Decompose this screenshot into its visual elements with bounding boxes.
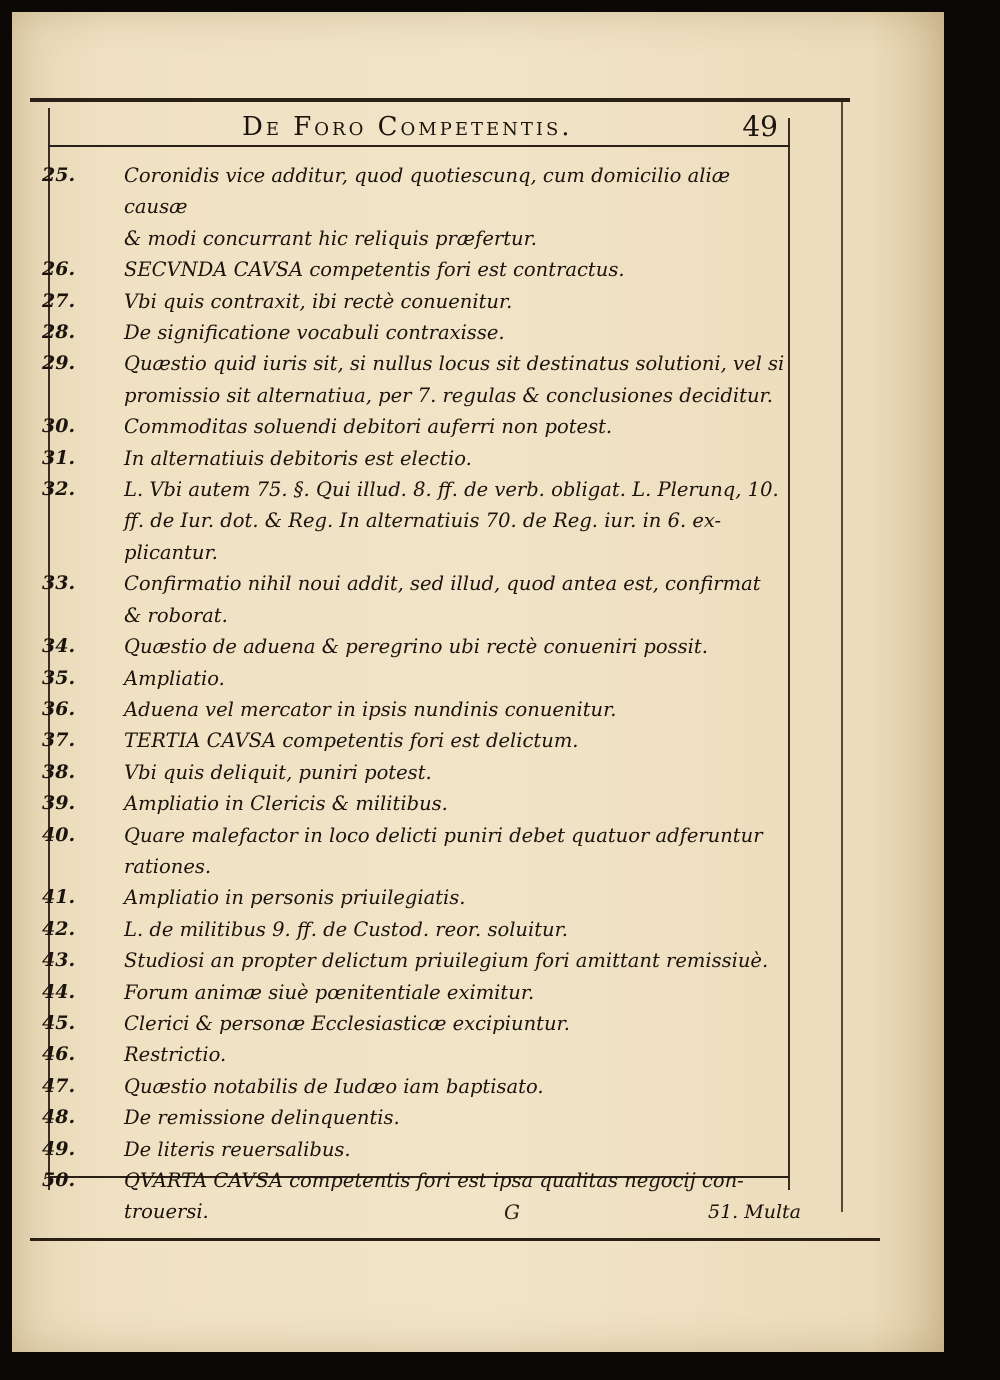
entry-text: [124, 160, 792, 254]
entry-number: 38.: [42, 760, 76, 783]
entry-line: trouersi.: [124, 1200, 209, 1224]
signature-mark: G: [504, 1200, 520, 1224]
entry-number: 31.: [42, 446, 76, 469]
list-item: [40, 882, 792, 913]
entry-number: 34.: [42, 635, 76, 658]
list-item: [40, 725, 792, 756]
entry-line: Ampliatio in personis priuilegiatis.: [124, 886, 466, 910]
margin-line: [841, 102, 843, 1212]
entry-text: [124, 757, 792, 788]
list-item: [40, 1102, 792, 1133]
list-item: [40, 160, 792, 254]
list-item: [40, 1039, 792, 1070]
entry-line: QVARTA CAVSA competentis fori est ipsa qualitas negocij con-: [124, 1169, 744, 1192]
entry-text: [124, 286, 792, 317]
list-item: [40, 1134, 792, 1165]
entry-line: & modi concurrant hic reliquis præfertur.: [124, 226, 537, 250]
running-title: De Foro Competentis.: [242, 112, 573, 142]
bottom-border-rule: [30, 1238, 880, 1241]
entry-number: 41.: [42, 886, 76, 909]
entry-number: 29.: [42, 352, 76, 375]
entry-text: [124, 663, 792, 694]
top-border-rule: [30, 98, 850, 102]
entry-line: Quæstio notabilis de Iudæo iam baptisato.: [124, 1074, 544, 1098]
entry-text: [124, 788, 792, 819]
entry-number: 50.: [42, 1169, 76, 1191]
entry-line: Quæstio de aduena & peregrino ubi rectè conueniri possit.: [124, 635, 708, 659]
entry-number: 37.: [42, 729, 76, 752]
entry-text: [124, 254, 792, 285]
page-header: [52, 108, 786, 144]
entry-text: [124, 474, 792, 568]
list-item: [40, 568, 792, 631]
entry-number: 40.: [42, 823, 76, 846]
entry-line: Vbi quis contraxit, ibi rectè conuenitur.: [124, 289, 513, 313]
entry-text: [124, 1165, 792, 1228]
summary-list: [40, 160, 792, 1228]
entry-line: Coronidis vice additur, quod quotiescunq, cum domicilio aliæ causæ: [124, 164, 731, 219]
page-number: 49: [742, 110, 778, 143]
entry-line: plicantur.: [124, 540, 218, 564]
entry-text: [124, 725, 792, 756]
entry-line: In alternatiuis debitoris est electio.: [124, 446, 472, 470]
entry-text: [124, 348, 792, 411]
entry-number: 26.: [42, 258, 76, 281]
list-item: [40, 694, 792, 725]
entry-line: Aduena vel mercator in ipsis nundinis conuenitur.: [124, 697, 617, 721]
entry-number: 44.: [42, 980, 76, 1003]
entry-number: 48.: [42, 1106, 76, 1129]
list-item: [40, 443, 792, 474]
entry-line: TERTIA CAVSA competentis fori est delictum.: [124, 729, 579, 753]
entry-line: De literis reuersalibus.: [124, 1137, 351, 1161]
list-item: [40, 788, 792, 819]
entry-number: 30.: [42, 415, 76, 438]
entry-line: ff. de Iur. dot. & Reg. In alternatiuis 70. de Reg. iur. in 6. ex-: [124, 509, 722, 533]
entry-line: De significatione vocabuli contraxisse.: [124, 321, 505, 345]
entry-line: Ampliatio in Clericis & militibus.: [124, 792, 448, 816]
entry-line: Forum animæ siuè pœnitentiale eximitur.: [124, 980, 535, 1004]
entry-number: 28.: [42, 321, 76, 344]
entry-number: 45.: [42, 1011, 76, 1034]
entry-line: & roborat.: [124, 603, 228, 627]
entry-text: [124, 1134, 792, 1165]
entry-text: [124, 882, 792, 913]
entry-number: 33.: [42, 572, 76, 595]
entry-text: [124, 914, 792, 945]
entry-text: [124, 945, 792, 976]
list-item: [40, 411, 792, 442]
entry-number: 46.: [42, 1043, 76, 1066]
entry-number: 42.: [42, 917, 76, 940]
entry-line: promissio sit alternatiua, per 7. regulas & conclusiones deciditur.: [124, 383, 773, 407]
entry-number: 25.: [42, 164, 76, 186]
list-item: [40, 820, 792, 883]
entry-text: [124, 443, 792, 474]
entry-text: [124, 631, 792, 662]
list-item: [40, 1008, 792, 1039]
list-item: [40, 317, 792, 348]
list-item: [40, 977, 792, 1008]
entry-text: [124, 1071, 792, 1102]
entry-number: 27.: [42, 289, 76, 312]
entry-text: [124, 977, 792, 1008]
entry-line: Quæstio quid iuris sit, si nullus locus sit destinatus solutioni, vel si: [124, 352, 785, 376]
entry-line: Clerici & personæ Ecclesiasticæ excipiuntur.: [124, 1011, 570, 1035]
entry-line: L. Vbi autem 75. §. Qui illud. 8. ff. de verb. obligat. L. Plerunq, 10.: [124, 478, 779, 502]
entry-number: 32.: [42, 478, 76, 501]
entry-line: Studiosi an propter delictum priuilegium fori amittant remissiuè.: [124, 949, 769, 973]
catchword: 51. Multa: [708, 1201, 801, 1223]
entry-line: Quare malefactor in loco delicti puniri debet quatuor adferuntur: [124, 823, 763, 847]
entry-text: [124, 820, 792, 883]
entry-line: rationes.: [124, 854, 212, 878]
entry-number: 36.: [42, 697, 76, 720]
list-item: [40, 631, 792, 662]
entry-line: Ampliatio.: [124, 666, 225, 690]
list-item: [40, 348, 792, 411]
entry-number: 39.: [42, 792, 76, 815]
list-item: [40, 254, 792, 285]
entry-line: Vbi quis deliquit, puniri potest.: [124, 760, 432, 784]
book-page: [12, 12, 944, 1352]
entry-number: 47.: [42, 1074, 76, 1097]
entry-number: 43.: [42, 949, 76, 972]
header-rule: [48, 145, 790, 147]
entry-text: [124, 1039, 792, 1070]
entry-text: [124, 411, 792, 442]
entry-line: SECVNDA CAVSA competentis fori est contractus.: [124, 258, 625, 282]
entry-number: 35.: [42, 666, 76, 689]
list-item: [40, 1165, 792, 1228]
list-item: [40, 286, 792, 317]
list-item: [40, 474, 792, 568]
entry-number: 49.: [42, 1137, 76, 1160]
entry-text: [124, 694, 792, 725]
entry-line: De remissione delinquentis.: [124, 1106, 400, 1130]
entry-text: [124, 568, 792, 631]
entry-text: [124, 1008, 792, 1039]
entry-line: Confirmatio nihil noui addit, sed illud, quod antea est, confirmat: [124, 572, 761, 596]
list-item: [40, 914, 792, 945]
list-item: [40, 945, 792, 976]
entry-line: Restrictio.: [124, 1043, 227, 1067]
entry-line: Commoditas soluendi debitori auferri non potest.: [124, 415, 613, 439]
entry-text: [124, 317, 792, 348]
list-item: [40, 663, 792, 694]
list-item: [40, 757, 792, 788]
entry-text: [124, 1102, 792, 1133]
entry-line: L. de militibus 9. ff. de Custod. reor. soluitur.: [124, 917, 568, 941]
list-item: [40, 1071, 792, 1102]
